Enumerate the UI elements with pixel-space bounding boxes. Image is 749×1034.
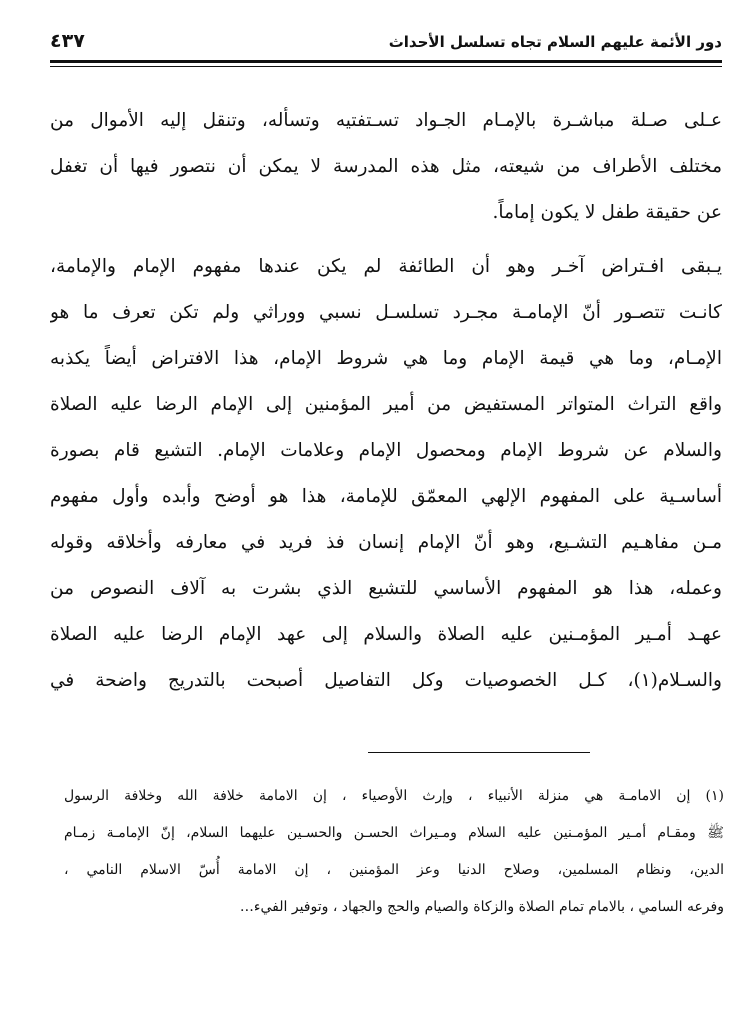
text-line: مختلف الأطراف من شيعته، مثل هذه المدرسة لا يمكن أن نتصور فيها أن تغفل xyxy=(50,156,722,177)
footnotes xyxy=(64,778,724,926)
text-line: كانـت تتصـور أنّ الإمامـة مجـرد تسلسـل نسبي ووراثي ولم تكن تعرف ما هو xyxy=(50,302,722,323)
text-line: عن حقيقة طفل لا يكون إماماً. xyxy=(492,202,722,223)
footnote-line: الدين، ونظام المسلمين، وصلاح الدنيا وعز المؤمنين ، إن الامامة أُسّ الاسلام النامي ، xyxy=(64,862,724,878)
running-header-title: دور الأئمة عليهم السلام تجاه تسلسل الأحداث xyxy=(388,33,722,51)
text-line: أساسـية على المفهوم الإلهي المعمّق للإمامة، هذا هو أوضح وأبده وأول مفهوم xyxy=(50,486,722,507)
text-line: وعمله، هذا هو المفهوم الأساسي للتشيع الذي بشرت به آلاف النصوص من xyxy=(50,578,722,599)
text-line: يـبقى افـتراض آخـر وهو أن الطائفة لم يكن عندها مفهوم الإمام والإمامة، xyxy=(50,256,722,277)
footnote-line: ﷺ ومقـام أمـير المؤمـنين عليه السلام ومـيراث الحسـن والحسـين عليهما السلام، إنّ الإمامـة زمـام xyxy=(64,825,724,841)
footnote-line: (١) إن الامامـة هي منزلة الأنبياء ، وإرث الأوصياء ، إن الامامة خلافة الله وخلافة الرسول xyxy=(64,788,724,804)
running-header xyxy=(50,26,722,60)
text-line: الإمـام، وما هي قيمة الإمام وما هي شروط الإمام، هذا الافتراض أيضاً يكذبه xyxy=(50,348,722,369)
paragraph-gap xyxy=(50,236,722,244)
footnote-separator xyxy=(368,752,590,753)
header-rule-thin xyxy=(50,66,722,67)
footnote-line: وفرعه السامي ، بالامام تمام الصلاة والزكاة والصيام والحج والجهاد ، وتوفير الفيء… xyxy=(239,899,724,915)
text-line: عهـد أمـير المؤمـنين عليه الصلاة والسلام إلى عهد الإمام الرضا عليه الصلاة xyxy=(50,624,722,645)
main-text xyxy=(50,98,722,704)
text-line: والسلام عن شروط الإمام ومحصول الإمام وعلامات الإمام. التشيع قام بصورة xyxy=(50,440,722,461)
header-rule-thick xyxy=(50,60,722,63)
text-line: عـلى صـلة مباشـرة بالإمـام الجـواد تسـتفتيه وتسأله، وتنقل إليه الأموال من xyxy=(50,110,722,131)
text-line: واقع التراث المتواتر المستفيض من أمير المؤمنين إلى الإمام الرضا عليه الصلاة xyxy=(50,394,722,415)
page-number: ٤٣٧ xyxy=(50,30,85,52)
text-line: والسـلام(١)، كـل الخصوصيات وكل التفاصيل أصبحت بالتدريج واضحة في xyxy=(50,670,722,691)
text-line: مـن مفاهـيم التشـيع، وهو أنّ الإمام إنسان فذ فريد في معارفه وأخلاقه وقوله xyxy=(50,532,722,553)
